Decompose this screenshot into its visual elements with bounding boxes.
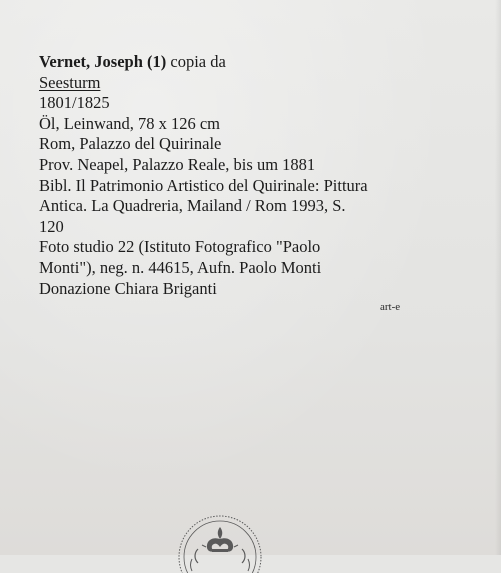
artist-name: Vernet, Joseph (1) — [39, 52, 167, 71]
artwork-location: Rom, Palazzo del Quirinale — [39, 134, 222, 154]
bibliography-line-1: Bibl. Il Patrimonio Artistico del Quirinale: Pittura — [39, 175, 368, 195]
fleur-de-lis-seal-icon — [168, 513, 272, 573]
artwork-provenance: Prov. Neapel, Palazzo Reale, bis um 1881 — [39, 154, 316, 174]
donation-line: Donazione Chiara Briganti — [39, 278, 217, 298]
artwork-date: 1801/1825 — [39, 93, 110, 113]
bibliography-line-3: 120 — [39, 216, 64, 236]
photo-credit-line-2: Monti"), neg. n. 44615, Aufn. Paolo Monti — [39, 257, 322, 277]
artwork-title: Seesturm — [39, 72, 101, 92]
artwork-medium: Öl, Leinwand, 78 x 126 cm — [39, 113, 221, 133]
source-tag: art-e — [380, 301, 401, 313]
photo-credit-line-1: Foto studio 22 (Istituto Fotografico "Paolo — [39, 237, 321, 257]
artist-line — [39, 52, 479, 73]
bibliography-line-2: Antica. La Quadreria, Mailand / Rom 1993, S. — [39, 196, 346, 216]
attribution-note: copia da — [170, 52, 226, 71]
card-edge-shadow — [495, 0, 501, 555]
artwork-record — [39, 52, 479, 299]
